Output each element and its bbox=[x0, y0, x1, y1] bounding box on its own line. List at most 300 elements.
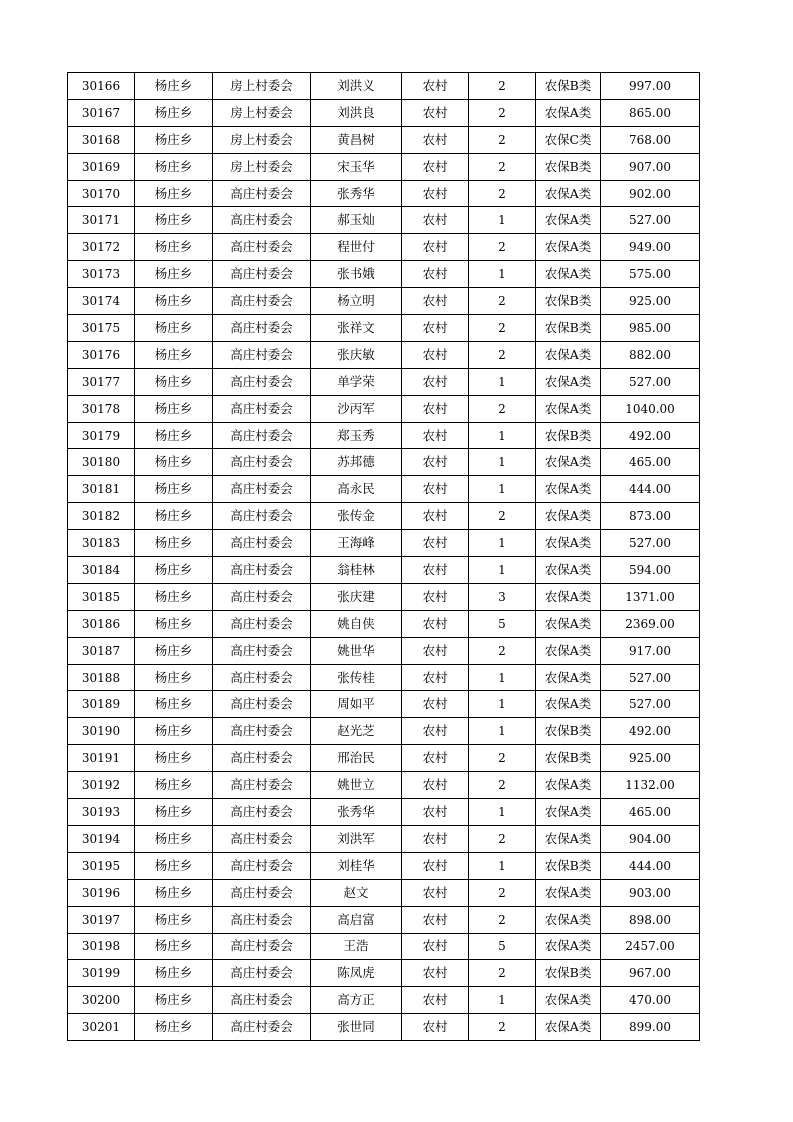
household-size-cell: 2 bbox=[469, 960, 536, 987]
person-name-cell: 张庆敏 bbox=[311, 341, 402, 368]
township-cell: 杨庄乡 bbox=[135, 261, 213, 288]
amount-cell: 2369.00 bbox=[601, 610, 700, 637]
village-committee-cell: 房上村委会 bbox=[213, 73, 311, 100]
amount-cell: 492.00 bbox=[601, 422, 700, 449]
record-id-cell: 30192 bbox=[68, 772, 135, 799]
amount-cell: 527.00 bbox=[601, 207, 700, 234]
village-committee-cell: 高庄村委会 bbox=[213, 234, 311, 261]
household-type-cell: 农村 bbox=[402, 610, 469, 637]
household-type-cell: 农村 bbox=[402, 476, 469, 503]
township-cell: 杨庄乡 bbox=[135, 799, 213, 826]
person-name-cell: 刘洪良 bbox=[311, 99, 402, 126]
village-committee-cell: 高庄村委会 bbox=[213, 368, 311, 395]
insurance-category-cell: 农保A类 bbox=[536, 610, 601, 637]
table-row bbox=[68, 99, 700, 126]
amount-cell: 2457.00 bbox=[601, 933, 700, 960]
person-name-cell: 杨立明 bbox=[311, 288, 402, 315]
amount-cell: 527.00 bbox=[601, 664, 700, 691]
record-id-cell: 30183 bbox=[68, 530, 135, 557]
household-type-cell: 农村 bbox=[402, 126, 469, 153]
record-id-cell: 30194 bbox=[68, 825, 135, 852]
record-id-cell: 30169 bbox=[68, 153, 135, 180]
household-size-cell: 2 bbox=[469, 637, 536, 664]
person-name-cell: 张书娥 bbox=[311, 261, 402, 288]
record-id-cell: 30190 bbox=[68, 718, 135, 745]
household-size-cell: 5 bbox=[469, 933, 536, 960]
village-committee-cell: 高庄村委会 bbox=[213, 315, 311, 342]
amount-cell: 444.00 bbox=[601, 476, 700, 503]
household-size-cell: 2 bbox=[469, 153, 536, 180]
record-id-cell: 30196 bbox=[68, 879, 135, 906]
household-size-cell: 1 bbox=[469, 852, 536, 879]
household-type-cell: 农村 bbox=[402, 503, 469, 530]
household-type-cell: 农村 bbox=[402, 449, 469, 476]
township-cell: 杨庄乡 bbox=[135, 503, 213, 530]
person-name-cell: 张传金 bbox=[311, 503, 402, 530]
insurance-category-cell: 农保A类 bbox=[536, 180, 601, 207]
household-size-cell: 2 bbox=[469, 315, 536, 342]
household-type-cell: 农村 bbox=[402, 207, 469, 234]
village-committee-cell: 高庄村委会 bbox=[213, 341, 311, 368]
insurance-category-cell: 农保A类 bbox=[536, 1014, 601, 1041]
village-committee-cell: 高庄村委会 bbox=[213, 449, 311, 476]
table-row bbox=[68, 852, 700, 879]
village-committee-cell: 高庄村委会 bbox=[213, 395, 311, 422]
insurance-category-cell: 农保A类 bbox=[536, 987, 601, 1014]
insurance-category-cell: 农保B类 bbox=[536, 153, 601, 180]
table-row bbox=[68, 745, 700, 772]
village-committee-cell: 高庄村委会 bbox=[213, 1014, 311, 1041]
township-cell: 杨庄乡 bbox=[135, 153, 213, 180]
township-cell: 杨庄乡 bbox=[135, 449, 213, 476]
village-committee-cell: 高庄村委会 bbox=[213, 852, 311, 879]
record-id-cell: 30189 bbox=[68, 691, 135, 718]
township-cell: 杨庄乡 bbox=[135, 126, 213, 153]
insurance-category-cell: 农保B类 bbox=[536, 852, 601, 879]
household-type-cell: 农村 bbox=[402, 799, 469, 826]
person-name-cell: 翁桂林 bbox=[311, 557, 402, 584]
person-name-cell: 黄昌树 bbox=[311, 126, 402, 153]
household-size-cell: 1 bbox=[469, 368, 536, 395]
household-type-cell: 农村 bbox=[402, 745, 469, 772]
household-type-cell: 农村 bbox=[402, 341, 469, 368]
record-id-cell: 30168 bbox=[68, 126, 135, 153]
record-id-cell: 30197 bbox=[68, 906, 135, 933]
village-committee-cell: 高庄村委会 bbox=[213, 180, 311, 207]
household-type-cell: 农村 bbox=[402, 153, 469, 180]
record-id-cell: 30187 bbox=[68, 637, 135, 664]
person-name-cell: 宋玉华 bbox=[311, 153, 402, 180]
village-committee-cell: 高庄村委会 bbox=[213, 987, 311, 1014]
record-id-cell: 30191 bbox=[68, 745, 135, 772]
person-name-cell: 张祥文 bbox=[311, 315, 402, 342]
household-size-cell: 2 bbox=[469, 234, 536, 261]
household-type-cell: 农村 bbox=[402, 637, 469, 664]
amount-cell: 444.00 bbox=[601, 852, 700, 879]
village-committee-cell: 高庄村委会 bbox=[213, 261, 311, 288]
household-size-cell: 1 bbox=[469, 691, 536, 718]
township-cell: 杨庄乡 bbox=[135, 395, 213, 422]
insurance-category-cell: 农保B类 bbox=[536, 422, 601, 449]
household-type-cell: 农村 bbox=[402, 933, 469, 960]
person-name-cell: 陈凤虎 bbox=[311, 960, 402, 987]
amount-cell: 594.00 bbox=[601, 557, 700, 584]
household-type-cell: 农村 bbox=[402, 772, 469, 799]
person-name-cell: 单学荣 bbox=[311, 368, 402, 395]
person-name-cell: 张庆建 bbox=[311, 583, 402, 610]
insurance-category-cell: 农保A类 bbox=[536, 261, 601, 288]
table-row bbox=[68, 530, 700, 557]
insurance-category-cell: 农保B类 bbox=[536, 718, 601, 745]
record-id-cell: 30200 bbox=[68, 987, 135, 1014]
household-size-cell: 2 bbox=[469, 288, 536, 315]
person-name-cell: 周如平 bbox=[311, 691, 402, 718]
household-size-cell: 2 bbox=[469, 341, 536, 368]
insurance-category-cell: 农保A类 bbox=[536, 664, 601, 691]
person-name-cell: 王海峰 bbox=[311, 530, 402, 557]
insurance-category-cell: 农保B类 bbox=[536, 960, 601, 987]
insurance-category-cell: 农保A类 bbox=[536, 691, 601, 718]
household-type-cell: 农村 bbox=[402, 73, 469, 100]
amount-cell: 997.00 bbox=[601, 73, 700, 100]
amount-cell: 985.00 bbox=[601, 315, 700, 342]
record-id-cell: 30181 bbox=[68, 476, 135, 503]
village-committee-cell: 房上村委会 bbox=[213, 126, 311, 153]
household-size-cell: 5 bbox=[469, 610, 536, 637]
village-committee-cell: 房上村委会 bbox=[213, 99, 311, 126]
village-committee-cell: 高庄村委会 bbox=[213, 718, 311, 745]
amount-cell: 904.00 bbox=[601, 825, 700, 852]
table-row bbox=[68, 422, 700, 449]
township-cell: 杨庄乡 bbox=[135, 745, 213, 772]
household-type-cell: 农村 bbox=[402, 99, 469, 126]
township-cell: 杨庄乡 bbox=[135, 933, 213, 960]
insurance-category-cell: 农保C类 bbox=[536, 126, 601, 153]
record-id-cell: 30188 bbox=[68, 664, 135, 691]
household-size-cell: 2 bbox=[469, 772, 536, 799]
village-committee-cell: 高庄村委会 bbox=[213, 583, 311, 610]
township-cell: 杨庄乡 bbox=[135, 315, 213, 342]
household-size-cell: 2 bbox=[469, 906, 536, 933]
household-size-cell: 1 bbox=[469, 207, 536, 234]
insurance-category-cell: 农保A类 bbox=[536, 799, 601, 826]
household-type-cell: 农村 bbox=[402, 879, 469, 906]
township-cell: 杨庄乡 bbox=[135, 476, 213, 503]
record-id-cell: 30173 bbox=[68, 261, 135, 288]
township-cell: 杨庄乡 bbox=[135, 637, 213, 664]
table-row bbox=[68, 718, 700, 745]
table-row bbox=[68, 126, 700, 153]
record-id-cell: 30199 bbox=[68, 960, 135, 987]
village-committee-cell: 房上村委会 bbox=[213, 153, 311, 180]
township-cell: 杨庄乡 bbox=[135, 852, 213, 879]
insurance-category-cell: 农保A类 bbox=[536, 503, 601, 530]
household-type-cell: 农村 bbox=[402, 718, 469, 745]
record-id-cell: 30179 bbox=[68, 422, 135, 449]
insurance-category-cell: 农保A类 bbox=[536, 879, 601, 906]
table-row bbox=[68, 799, 700, 826]
amount-cell: 1040.00 bbox=[601, 395, 700, 422]
household-type-cell: 农村 bbox=[402, 180, 469, 207]
table-row bbox=[68, 664, 700, 691]
record-id-cell: 30177 bbox=[68, 368, 135, 395]
household-type-cell: 农村 bbox=[402, 557, 469, 584]
household-size-cell: 1 bbox=[469, 530, 536, 557]
insurance-category-cell: 农保A类 bbox=[536, 368, 601, 395]
township-cell: 杨庄乡 bbox=[135, 180, 213, 207]
village-committee-cell: 高庄村委会 bbox=[213, 799, 311, 826]
amount-cell: 768.00 bbox=[601, 126, 700, 153]
record-id-cell: 30172 bbox=[68, 234, 135, 261]
insurance-category-cell: 农保A类 bbox=[536, 99, 601, 126]
table-row bbox=[68, 557, 700, 584]
amount-cell: 527.00 bbox=[601, 368, 700, 395]
household-size-cell: 2 bbox=[469, 1014, 536, 1041]
table-row bbox=[68, 906, 700, 933]
table-row bbox=[68, 879, 700, 906]
amount-cell: 527.00 bbox=[601, 530, 700, 557]
insurance-category-cell: 农保B类 bbox=[536, 288, 601, 315]
household-size-cell: 1 bbox=[469, 422, 536, 449]
household-type-cell: 农村 bbox=[402, 1014, 469, 1041]
records-table bbox=[67, 72, 700, 1041]
insurance-category-cell: 农保A类 bbox=[536, 906, 601, 933]
person-name-cell: 姚世立 bbox=[311, 772, 402, 799]
table-row bbox=[68, 288, 700, 315]
table-row bbox=[68, 395, 700, 422]
insurance-category-cell: 农保A类 bbox=[536, 637, 601, 664]
table-row bbox=[68, 315, 700, 342]
record-id-cell: 30185 bbox=[68, 583, 135, 610]
insurance-category-cell: 农保A类 bbox=[536, 583, 601, 610]
insurance-category-cell: 农保B类 bbox=[536, 73, 601, 100]
table-row bbox=[68, 610, 700, 637]
household-size-cell: 1 bbox=[469, 799, 536, 826]
household-size-cell: 2 bbox=[469, 73, 536, 100]
amount-cell: 925.00 bbox=[601, 288, 700, 315]
household-type-cell: 农村 bbox=[402, 960, 469, 987]
insurance-category-cell: 农保A类 bbox=[536, 395, 601, 422]
record-id-cell: 30167 bbox=[68, 99, 135, 126]
person-name-cell: 王浩 bbox=[311, 933, 402, 960]
insurance-category-cell: 农保A类 bbox=[536, 449, 601, 476]
amount-cell: 899.00 bbox=[601, 1014, 700, 1041]
amount-cell: 527.00 bbox=[601, 691, 700, 718]
insurance-category-cell: 农保A类 bbox=[536, 476, 601, 503]
insurance-category-cell: 农保A类 bbox=[536, 557, 601, 584]
township-cell: 杨庄乡 bbox=[135, 879, 213, 906]
person-name-cell: 高启富 bbox=[311, 906, 402, 933]
table-row bbox=[68, 987, 700, 1014]
table-row bbox=[68, 637, 700, 664]
person-name-cell: 刘洪军 bbox=[311, 825, 402, 852]
township-cell: 杨庄乡 bbox=[135, 557, 213, 584]
village-committee-cell: 高庄村委会 bbox=[213, 637, 311, 664]
person-name-cell: 姚世华 bbox=[311, 637, 402, 664]
village-committee-cell: 高庄村委会 bbox=[213, 503, 311, 530]
person-name-cell: 沙丙军 bbox=[311, 395, 402, 422]
person-name-cell: 张世同 bbox=[311, 1014, 402, 1041]
person-name-cell: 邢治民 bbox=[311, 745, 402, 772]
village-committee-cell: 高庄村委会 bbox=[213, 960, 311, 987]
household-size-cell: 2 bbox=[469, 503, 536, 530]
table-row bbox=[68, 261, 700, 288]
household-type-cell: 农村 bbox=[402, 395, 469, 422]
table-row bbox=[68, 1014, 700, 1041]
household-size-cell: 1 bbox=[469, 557, 536, 584]
insurance-category-cell: 农保B类 bbox=[536, 315, 601, 342]
amount-cell: 865.00 bbox=[601, 99, 700, 126]
village-committee-cell: 高庄村委会 bbox=[213, 476, 311, 503]
amount-cell: 882.00 bbox=[601, 341, 700, 368]
amount-cell: 575.00 bbox=[601, 261, 700, 288]
village-committee-cell: 高庄村委会 bbox=[213, 664, 311, 691]
village-committee-cell: 高庄村委会 bbox=[213, 825, 311, 852]
household-type-cell: 农村 bbox=[402, 852, 469, 879]
amount-cell: 902.00 bbox=[601, 180, 700, 207]
household-size-cell: 2 bbox=[469, 825, 536, 852]
record-id-cell: 30193 bbox=[68, 799, 135, 826]
record-id-cell: 30182 bbox=[68, 503, 135, 530]
household-size-cell: 1 bbox=[469, 261, 536, 288]
household-type-cell: 农村 bbox=[402, 825, 469, 852]
village-committee-cell: 高庄村委会 bbox=[213, 691, 311, 718]
record-id-cell: 30184 bbox=[68, 557, 135, 584]
insurance-category-cell: 农保B类 bbox=[536, 745, 601, 772]
amount-cell: 465.00 bbox=[601, 449, 700, 476]
village-committee-cell: 高庄村委会 bbox=[213, 422, 311, 449]
table-row bbox=[68, 449, 700, 476]
amount-cell: 465.00 bbox=[601, 799, 700, 826]
household-type-cell: 农村 bbox=[402, 530, 469, 557]
table-row bbox=[68, 368, 700, 395]
township-cell: 杨庄乡 bbox=[135, 73, 213, 100]
person-name-cell: 郝玉灿 bbox=[311, 207, 402, 234]
township-cell: 杨庄乡 bbox=[135, 422, 213, 449]
household-size-cell: 2 bbox=[469, 99, 536, 126]
village-committee-cell: 高庄村委会 bbox=[213, 288, 311, 315]
village-committee-cell: 高庄村委会 bbox=[213, 610, 311, 637]
insurance-category-cell: 农保A类 bbox=[536, 234, 601, 261]
insurance-category-cell: 农保A类 bbox=[536, 530, 601, 557]
table-row bbox=[68, 503, 700, 530]
household-type-cell: 农村 bbox=[402, 664, 469, 691]
household-size-cell: 3 bbox=[469, 583, 536, 610]
household-type-cell: 农村 bbox=[402, 315, 469, 342]
person-name-cell: 赵光芝 bbox=[311, 718, 402, 745]
amount-cell: 1132.00 bbox=[601, 772, 700, 799]
household-size-cell: 1 bbox=[469, 664, 536, 691]
table-row bbox=[68, 960, 700, 987]
table-row bbox=[68, 73, 700, 100]
insurance-category-cell: 农保A类 bbox=[536, 825, 601, 852]
household-type-cell: 农村 bbox=[402, 987, 469, 1014]
household-size-cell: 1 bbox=[469, 449, 536, 476]
village-committee-cell: 高庄村委会 bbox=[213, 906, 311, 933]
person-name-cell: 郑玉秀 bbox=[311, 422, 402, 449]
record-id-cell: 30171 bbox=[68, 207, 135, 234]
insurance-category-cell: 农保A类 bbox=[536, 207, 601, 234]
household-size-cell: 1 bbox=[469, 718, 536, 745]
person-name-cell: 程世付 bbox=[311, 234, 402, 261]
amount-cell: 492.00 bbox=[601, 718, 700, 745]
person-name-cell: 张秀华 bbox=[311, 180, 402, 207]
table-row bbox=[68, 583, 700, 610]
table-row bbox=[68, 341, 700, 368]
village-committee-cell: 高庄村委会 bbox=[213, 879, 311, 906]
household-size-cell: 2 bbox=[469, 395, 536, 422]
amount-cell: 917.00 bbox=[601, 637, 700, 664]
record-id-cell: 30198 bbox=[68, 933, 135, 960]
household-size-cell: 2 bbox=[469, 745, 536, 772]
table-row bbox=[68, 691, 700, 718]
person-name-cell: 苏邦德 bbox=[311, 449, 402, 476]
amount-cell: 903.00 bbox=[601, 879, 700, 906]
amount-cell: 907.00 bbox=[601, 153, 700, 180]
household-size-cell: 2 bbox=[469, 879, 536, 906]
person-name-cell: 高永民 bbox=[311, 476, 402, 503]
township-cell: 杨庄乡 bbox=[135, 987, 213, 1014]
household-type-cell: 农村 bbox=[402, 422, 469, 449]
household-type-cell: 农村 bbox=[402, 906, 469, 933]
village-committee-cell: 高庄村委会 bbox=[213, 745, 311, 772]
township-cell: 杨庄乡 bbox=[135, 906, 213, 933]
record-id-cell: 30178 bbox=[68, 395, 135, 422]
amount-cell: 1371.00 bbox=[601, 583, 700, 610]
township-cell: 杨庄乡 bbox=[135, 583, 213, 610]
household-type-cell: 农村 bbox=[402, 261, 469, 288]
township-cell: 杨庄乡 bbox=[135, 368, 213, 395]
village-committee-cell: 高庄村委会 bbox=[213, 557, 311, 584]
village-committee-cell: 高庄村委会 bbox=[213, 772, 311, 799]
household-type-cell: 农村 bbox=[402, 583, 469, 610]
village-committee-cell: 高庄村委会 bbox=[213, 933, 311, 960]
records-table-body bbox=[68, 73, 700, 1041]
record-id-cell: 30201 bbox=[68, 1014, 135, 1041]
record-id-cell: 30175 bbox=[68, 315, 135, 342]
township-cell: 杨庄乡 bbox=[135, 234, 213, 261]
township-cell: 杨庄乡 bbox=[135, 99, 213, 126]
household-type-cell: 农村 bbox=[402, 691, 469, 718]
township-cell: 杨庄乡 bbox=[135, 664, 213, 691]
record-id-cell: 30180 bbox=[68, 449, 135, 476]
person-name-cell: 姚自侠 bbox=[311, 610, 402, 637]
township-cell: 杨庄乡 bbox=[135, 960, 213, 987]
person-name-cell: 张传桂 bbox=[311, 664, 402, 691]
record-id-cell: 30186 bbox=[68, 610, 135, 637]
record-id-cell: 30176 bbox=[68, 341, 135, 368]
person-name-cell: 刘洪义 bbox=[311, 73, 402, 100]
insurance-category-cell: 农保A类 bbox=[536, 772, 601, 799]
township-cell: 杨庄乡 bbox=[135, 1014, 213, 1041]
record-id-cell: 30174 bbox=[68, 288, 135, 315]
household-type-cell: 农村 bbox=[402, 234, 469, 261]
township-cell: 杨庄乡 bbox=[135, 718, 213, 745]
township-cell: 杨庄乡 bbox=[135, 610, 213, 637]
township-cell: 杨庄乡 bbox=[135, 772, 213, 799]
table-row bbox=[68, 207, 700, 234]
household-size-cell: 2 bbox=[469, 180, 536, 207]
township-cell: 杨庄乡 bbox=[135, 207, 213, 234]
household-type-cell: 农村 bbox=[402, 368, 469, 395]
township-cell: 杨庄乡 bbox=[135, 825, 213, 852]
household-type-cell: 农村 bbox=[402, 288, 469, 315]
person-name-cell: 张秀华 bbox=[311, 799, 402, 826]
record-id-cell: 30170 bbox=[68, 180, 135, 207]
township-cell: 杨庄乡 bbox=[135, 691, 213, 718]
amount-cell: 873.00 bbox=[601, 503, 700, 530]
person-name-cell: 高方正 bbox=[311, 987, 402, 1014]
